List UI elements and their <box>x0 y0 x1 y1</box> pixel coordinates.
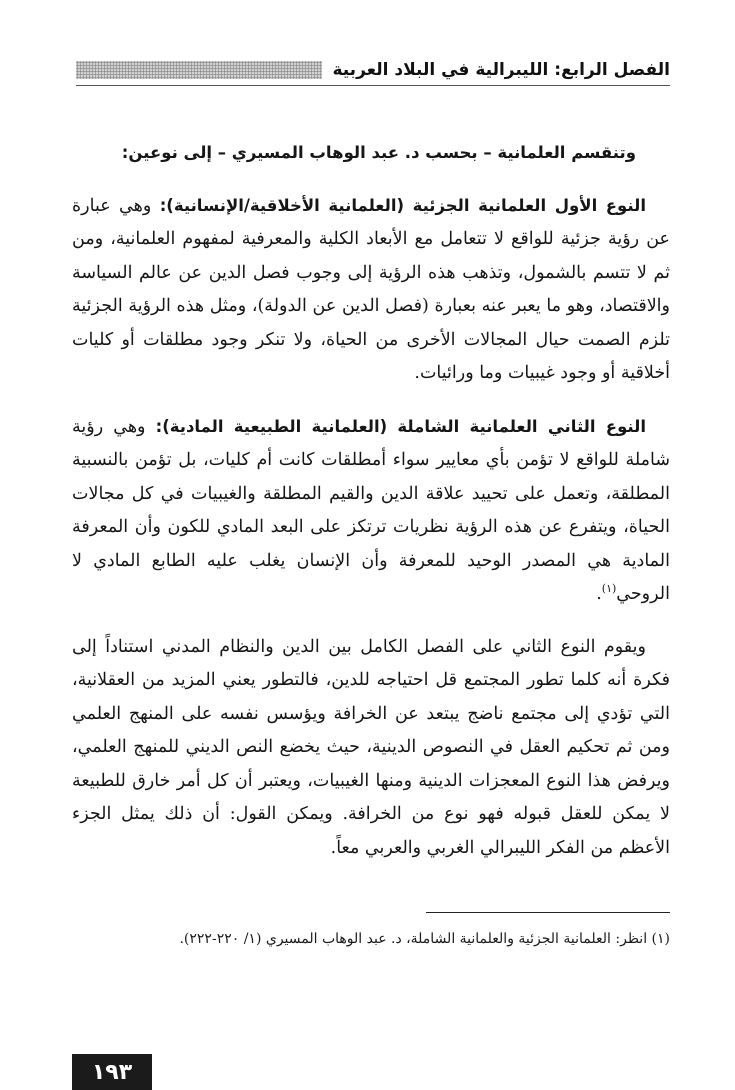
page-number: ١٩٣ <box>72 1054 152 1090</box>
paragraph-partial-secularism <box>72 189 670 391</box>
comprehensive-secularism-heading: النوع الثاني العلمانية الشاملة (العلمانية الطبيعية المادية): <box>155 416 647 436</box>
footnote: (١) انظر: العلمانية الجزئية والعلمانية الشاملة، د. عبد الوهاب المسيري (١/ ٢٢٠-٢٢٢). <box>179 931 670 947</box>
main-text <box>72 136 670 884</box>
header-decorative-bar <box>76 61 322 79</box>
partial-secularism-heading: النوع الأول العلمانية الجزئية (العلمانية الأخلاقية/الإنسانية): <box>159 195 646 215</box>
sentence-end: . <box>596 584 602 604</box>
second-type-text: ويقوم النوع الثاني على الفصل الكامل بين الدين والنظام المدني استناداً إلى فكرة أنه كلما تطور المجتمع قل احتياجه للدين، فالتطور يعني المزيد من العقلانية، التي تؤدي إلى مجتمع ناضج يبتعد عن الخرافة ويؤسس نفسه على المنهج العلمي ومن ثم تحكيم العقل في النصوص الدينية، حيث يخضع النص الديني للمنهج العلمي، ويرفض هذا النوع المعجزات الدينية ومنها الغيبيات، ويعتبر أن كل أمر خارق للطبيعة لا يمكن للعقل قبوله فهو نوع من الخرافة. ويمكن القول: أن ذلك يمثل الجزء الأعظم من الفكر الليبرالي الغربي والعربي معاً. <box>72 636 670 858</box>
paragraph-comprehensive-secularism <box>72 410 670 612</box>
footnote-separator <box>426 912 670 913</box>
chapter-title: الفصل الرابع: الليبرالية في البلاد العربية <box>332 59 670 80</box>
paragraph-second-type <box>72 631 670 866</box>
partial-secularism-text: وهي عبارة عن رؤية جزئية للواقع لا تتعامل مع الأبعاد الكلية والمعرفية لمفهوم العلمانية، ومن ثم لا تتسم بالشمول، وتذهب هذه الرؤية إلى وجوب فصل الدين عن عالم السياسة والاقتصاد، وهو ما يعبر عنه بعبارة (فصل الدين عن الدولة)، ومثل هذه الرؤية الجزئية تلزم الصمت حيال المجالات الأخرى من الحياة، ولا تنكر وجود مطلقات أو كليات أخلاقية أو وجود غيبيات وما ورائيات. <box>72 195 670 383</box>
footnote-reference[interactable]: (١) <box>601 582 617 596</box>
running-header <box>76 54 670 86</box>
comprehensive-secularism-text: وهي رؤية شاملة للواقع لا تؤمن بأي معايير سواء أمطلقات كانت أم كليات، بل تؤمن بالنسبية المطلقة، وتعمل على تحييد علاقة الدين والقيم المطلقة والغيبيات في كل مجالات الحياة، ويتفرع عن هذه الرؤية نظريات ترتكز على البعد المادي للكون وأن المعرفة المادية هي المصدر الوحيد للمعرفة وأن الإنسان يغلب عليه الطابع المادي لا الروحي <box>72 416 670 604</box>
intro-line: وتنقسم العلمانية – بحسب د. عبد الوهاب المسيري – إلى نوعين: <box>121 143 636 162</box>
